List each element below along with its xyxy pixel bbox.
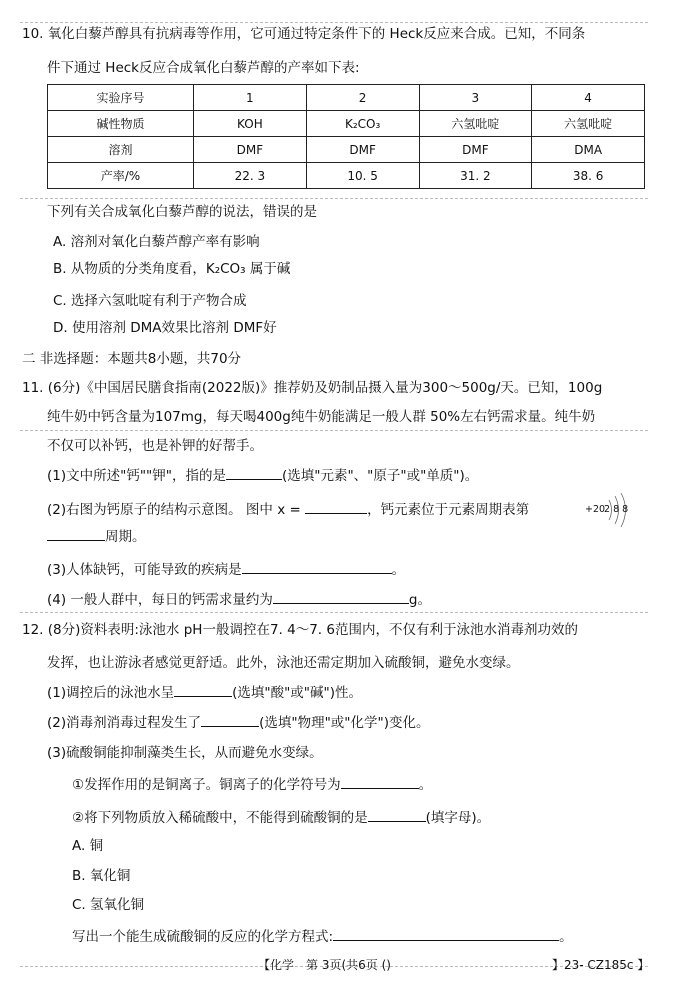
q10-option-a: A. 溶剂对氧化白藜芦醇产率有影响 (53, 234, 260, 250)
q11-part2-period: 周期。 (105, 529, 146, 545)
q12-part2-hint: (选填"物理"或"化学")变化。 (259, 715, 430, 731)
table-cell: 38. 6 (532, 163, 645, 189)
table-cell: 2 (306, 85, 419, 111)
divider-q12-top (20, 612, 648, 613)
q12-part3: (3)硫酸铜能抑制藻类生长，从而避免水变绿。 (47, 745, 323, 761)
answer-blank[interactable] (273, 589, 409, 604)
table-row (48, 111, 645, 137)
table-cell: KOH (194, 111, 307, 137)
table-cell: 实验序号 (48, 85, 194, 111)
q12-sub1 (72, 773, 432, 793)
q10-option-d: D. 使用溶剂 DMA效果比溶剂 DMF好 (53, 320, 277, 336)
q10-stem-line1: 10. 氧化白藜芦醇具有抗病毒等作用，它可通过特定条件下的 Heck反应来合成。已知，不同条 (22, 26, 586, 42)
table-cell: DMF (194, 137, 307, 163)
q11-part1 (47, 464, 478, 484)
table-cell: 3 (419, 85, 532, 111)
q12-sub2 (72, 806, 490, 826)
table-cell: 10. 5 (306, 163, 419, 189)
divider-q11-mid (20, 430, 648, 431)
q12-sub3 (72, 925, 573, 945)
section-title: 二 非选择题：本题共8小题，共70分 (22, 351, 242, 367)
q11-part4-end: g。 (408, 592, 431, 608)
q11-part3-end: 。 (391, 562, 406, 578)
q12-part2-text: (2)消毒剂消毒过程发生了 (47, 715, 202, 731)
table-cell: K₂CO₃ (306, 111, 419, 137)
q10-stem-line2: 件下通过 Heck反应合成氧化白藜芦醇的产率如下表: (47, 60, 360, 76)
answer-blank[interactable] (305, 499, 367, 514)
q10-option-b: B. 从物质的分类角度看，K₂CO₃ 属于碱 (53, 261, 291, 277)
table-cell: 产率/% (48, 163, 194, 189)
footer-code: 】23- CZ185c 】 (552, 958, 650, 972)
q12-part1 (47, 681, 362, 701)
answer-blank[interactable] (47, 526, 105, 541)
q12-opt-b: B. 氧化铜 (72, 868, 131, 884)
footer-page-info: 【化学 第 3页(共6页 () (258, 958, 391, 972)
yield-table (47, 84, 645, 189)
table-cell: DMF (306, 137, 419, 163)
q10-question: 下列有关合成氧化白藜芦醇的说法，错误的是 (47, 204, 317, 220)
answer-blank[interactable] (333, 926, 559, 941)
q12-sub2-hint: (填字母)。 (425, 810, 491, 826)
q11-part2-text2: ，钙元素位于元素周期表第 (367, 502, 530, 518)
q12-part1-text: (1)调控后的泳池水呈 (47, 685, 175, 701)
q11-part1-hint: (选填"元素"、"原子"或"单质")。 (281, 468, 479, 484)
answer-blank[interactable] (368, 807, 426, 822)
q12-sub3-end: 。 (559, 929, 573, 945)
q11-part2-cont (47, 525, 146, 545)
divider-q10-bottom (20, 198, 648, 199)
q11-part2 (47, 498, 529, 518)
q11-part4 (47, 588, 431, 608)
q12-sub2-text: ②将下列物质放入稀硫酸中，不能得到硫酸铜的是 (72, 810, 368, 826)
q11-part3-text: (3)人体缺钙，可能导致的疾病是 (47, 562, 242, 578)
table-row (48, 137, 645, 163)
table-cell: 31. 2 (419, 163, 532, 189)
q10-option-c: C. 选择六氢吡啶有利于产物合成 (53, 293, 247, 309)
q12-sub3-text: 写出一个能生成硫酸铜的反应的化学方程式: (72, 929, 334, 945)
q11-line2: 纯牛奶中钙含量为107mg，每天喝400g纯牛奶能满足一般人群 50%左右钙需求量。纯牛奶 (47, 409, 596, 425)
calcium-atom-diagram (583, 490, 643, 530)
table-cell: 4 (532, 85, 645, 111)
table-row (48, 163, 645, 189)
q12-line2: 发挥，也让游泳者感觉更舒适。此外，泳池还需定期加入硫酸铜，避免水变绿。 (47, 655, 520, 671)
table-cell: 溶剂 (48, 137, 194, 163)
q11-part4-text: (4) 一般人群中，每日的钙需求量约为 (47, 592, 273, 608)
table-cell: 1 (194, 85, 307, 111)
table-cell: DMF (419, 137, 532, 163)
atom-shell-electrons: 2 8 8 (604, 504, 629, 515)
answer-blank[interactable] (174, 682, 232, 697)
q12-sub1-text: ①发挥作用的是铜离子。铜离子的化学符号为 (72, 777, 341, 793)
q12-part1-hint: (选填"酸"或"碱")性。 (232, 685, 362, 701)
q12-opt-c: C. 氢氧化铜 (72, 897, 145, 913)
q12-part2 (47, 711, 430, 731)
answer-blank[interactable] (226, 465, 282, 480)
answer-blank[interactable] (201, 712, 259, 727)
q11-line3: 不仅可以补钙，也是补钾的好帮手。 (47, 438, 263, 454)
answer-blank[interactable] (341, 774, 419, 789)
q12-sub1-end: 。 (418, 777, 433, 793)
answer-blank[interactable] (242, 559, 392, 574)
table-cell: 六氢吡啶 (419, 111, 532, 137)
q11-line1: 11. (6分)《中国居民膳食指南(2022版)》推荐奶及奶制品摄入量为300～500g/天。已知，100g (22, 380, 603, 396)
q11-part1-text: (1)文中所述"钙""钾"，指的是 (47, 468, 226, 484)
q12-opt-a: A. 铜 (72, 838, 104, 854)
q11-part2-text: (2)右图为钙原子的结构示意图。 图中 x = (47, 502, 301, 518)
table-cell: 碱性物质 (48, 111, 194, 137)
table-cell: DMA (532, 137, 645, 163)
table-cell: 六氢吡啶 (532, 111, 645, 137)
atom-nucleus-label: +20 (585, 504, 606, 515)
table-row (48, 85, 645, 111)
table-cell: 22. 3 (194, 163, 307, 189)
q12-line1: 12. (8分)资料表明:泳池水 pH一般调控在7. 4～7. 6范围内，不仅有利于泳池水消毒剂功效的 (22, 622, 578, 638)
q11-part3 (47, 558, 405, 578)
